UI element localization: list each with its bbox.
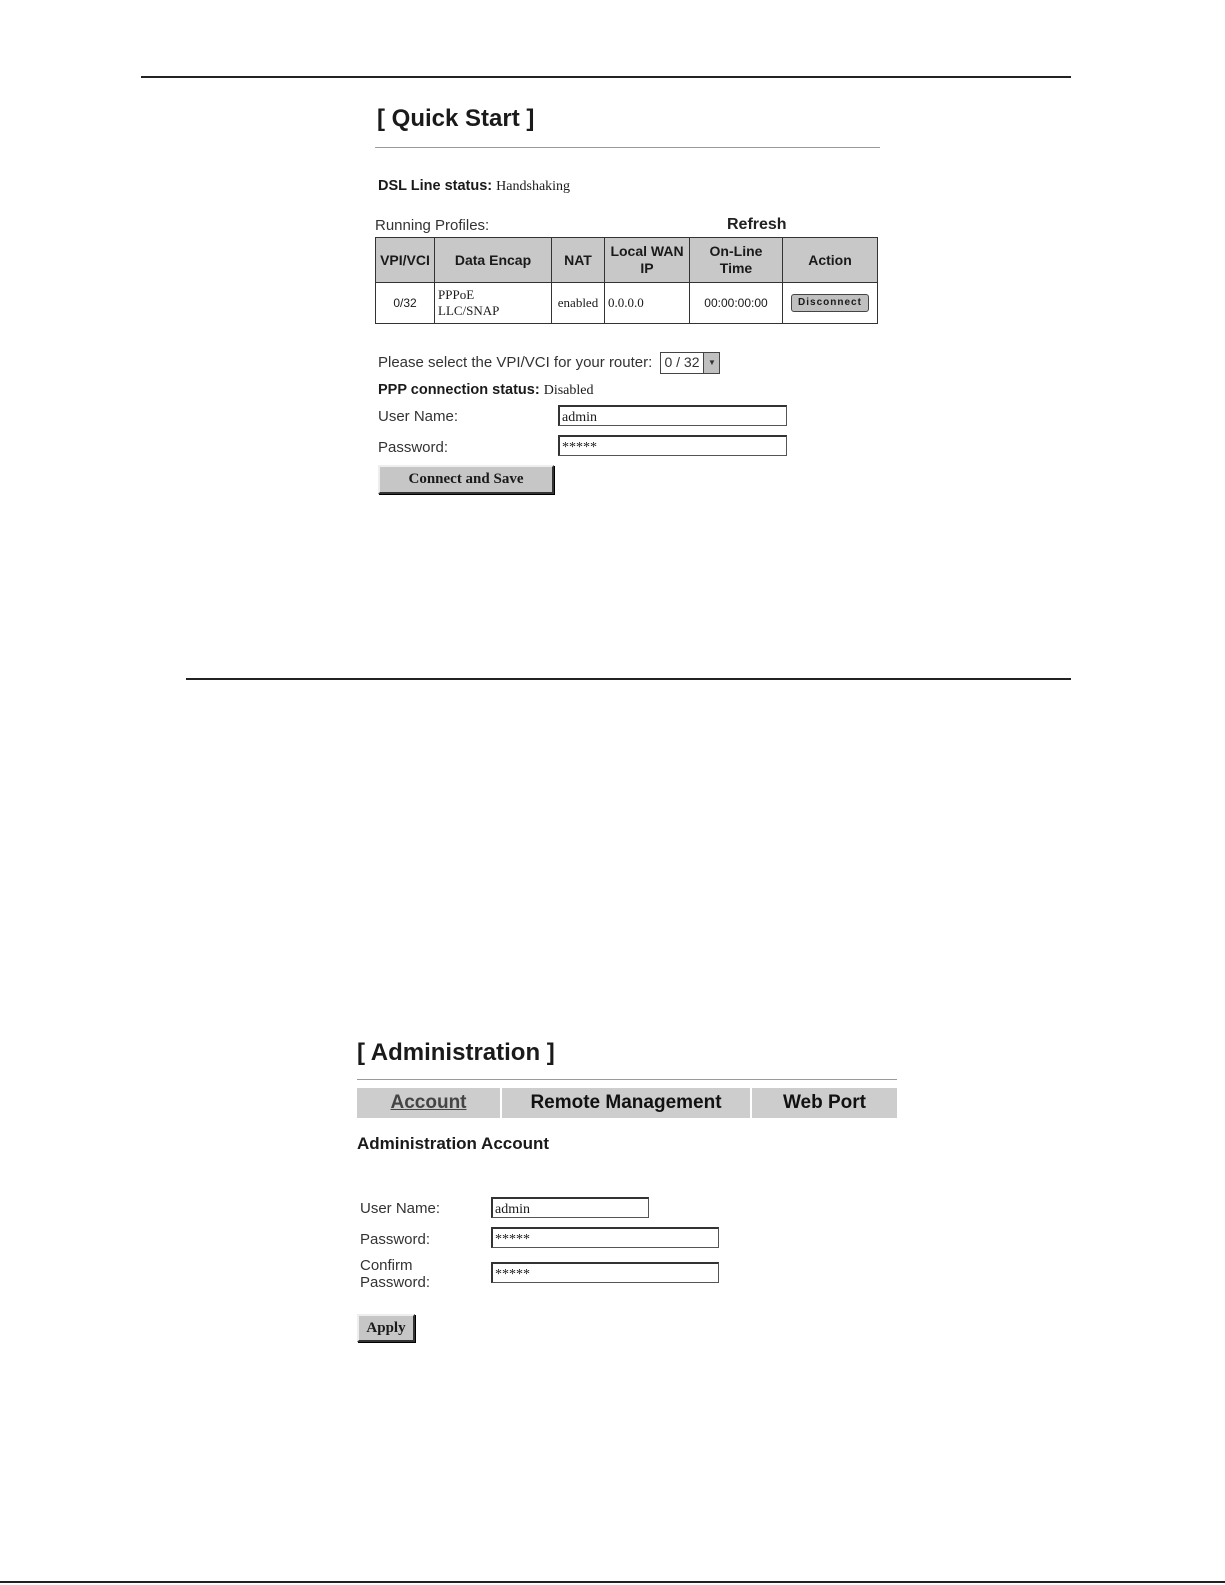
vpi-select[interactable] <box>660 352 720 374</box>
bottom-page-rule <box>0 1581 1225 1583</box>
dsl-status-label: DSL Line status: <box>378 178 493 194</box>
administration-title: [ Administration ] <box>357 1039 555 1066</box>
confirm-password-label <box>360 1257 430 1291</box>
dsl-status-value: Handshaking <box>496 179 571 194</box>
col-header-action: Action <box>783 238 878 283</box>
dsl-status-line <box>378 178 570 195</box>
encap-line-2: LLC/SNAP <box>438 303 500 318</box>
col-header-local-wan-ip: Local WAN IP <box>605 238 690 283</box>
col-header-data-encap: Data Encap <box>435 238 552 283</box>
encap-line-1: PPPoE <box>438 287 475 302</box>
password-input[interactable]: ***** <box>558 435 787 456</box>
quick-start-panel <box>375 104 880 487</box>
running-profiles-table <box>375 237 878 324</box>
tab-web-port[interactable]: Web Port <box>752 1088 897 1118</box>
running-profiles-label: Running Profiles: <box>375 217 490 234</box>
quick-start-title: [ Quick Start ] <box>377 105 535 132</box>
username-label: User Name: <box>378 408 459 425</box>
confirm-password-input[interactable]: ***** <box>491 1262 719 1283</box>
confirm-label-line-2: Password: <box>360 1274 431 1291</box>
disconnect-button[interactable]: Disconnect <box>791 294 869 312</box>
cell-vpi-vci: 0/32 <box>376 283 435 324</box>
admin-password-label: Password: <box>360 1231 431 1248</box>
top-page-rule <box>141 76 1071 78</box>
username-input[interactable]: admin <box>558 405 787 426</box>
administration-panel <box>357 1038 897 1336</box>
title-divider <box>375 147 880 148</box>
admin-password-input[interactable]: ***** <box>491 1227 719 1248</box>
title-divider <box>357 1079 897 1080</box>
refresh-link[interactable]: Refresh <box>727 216 787 233</box>
admin-tabs <box>357 1088 897 1118</box>
ppp-status-value: Disabled <box>543 383 594 398</box>
ppp-status-line <box>378 382 593 399</box>
tab-remote-management[interactable]: Remote Management <box>502 1088 750 1118</box>
cell-data-encap <box>435 283 552 324</box>
chevron-down-icon[interactable]: ▼ <box>703 353 719 373</box>
apply-button[interactable]: Apply <box>357 1314 415 1342</box>
tab-account[interactable]: Account <box>357 1088 500 1118</box>
vpi-select-row <box>378 352 720 374</box>
middle-page-rule <box>186 678 1071 680</box>
admin-username-input[interactable]: admin <box>491 1197 649 1218</box>
table-row <box>376 283 878 324</box>
table-header-row <box>376 238 878 283</box>
ppp-status-label: PPP connection status: <box>378 382 540 398</box>
col-header-online-time: On-Line Time <box>690 238 783 283</box>
section-heading: Administration Account <box>357 1134 550 1153</box>
confirm-label-line-1: Confirm <box>360 1257 413 1274</box>
cell-nat: enabled <box>552 283 605 324</box>
connect-and-save-button[interactable]: Connect and Save <box>378 465 554 494</box>
vpi-select-value: 0 / 32 <box>664 354 700 370</box>
cell-online-time: 00:00:00:00 <box>690 283 783 324</box>
col-header-nat: NAT <box>552 238 605 283</box>
cell-wan-ip: 0.0.0.0 <box>605 283 690 324</box>
col-header-vpi-vci: VPI/VCI <box>376 238 435 283</box>
vpi-select-label: Please select the VPI/VCI for your router: <box>378 353 653 371</box>
password-label: Password: <box>378 439 449 456</box>
cell-action <box>783 283 878 324</box>
admin-username-label: User Name: <box>360 1200 441 1217</box>
